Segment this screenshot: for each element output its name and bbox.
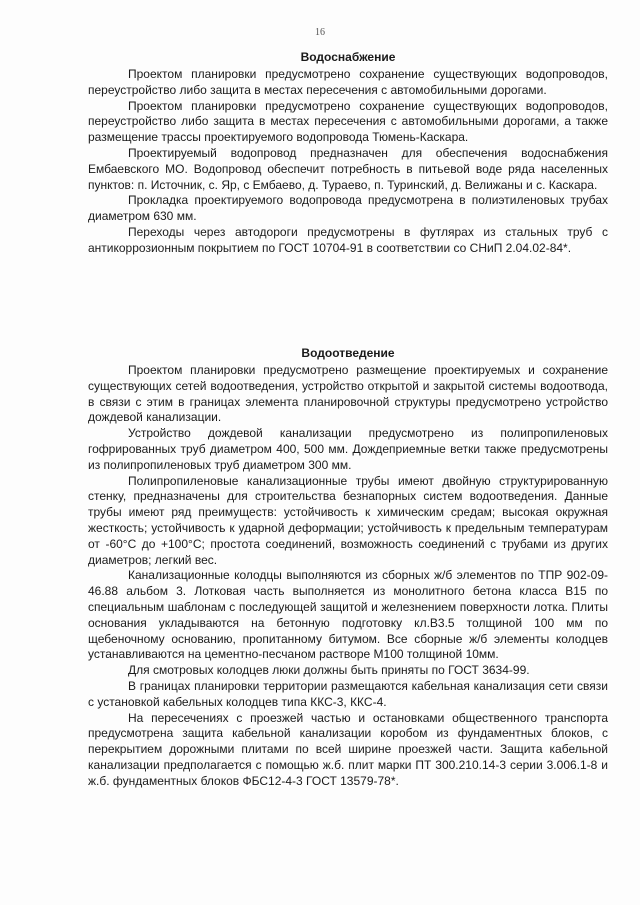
paragraph: Канализационные колодцы выполняются из сборных ж/б элементов по ТПР 902-09-46.88 альбом 3. Лотковая часть выполняется из монолитного бетона класса В15 по специальным шаблонам с последующей защитой и железнением поверхности лотка. Плиты основания укладываются на бетонную подготовку кл.В3.5 толщиной 100 мм по щебеночному основанию, пропитанному битумом. Все сборные ж/б элементы колодцев устанавливаются на цементно-песчаном растворе М100 толщиной 10мм. bbox=[88, 568, 608, 662]
paragraph: Устройство дождевой канализации предусмотрено из полипропиленовых гофрированных труб диаметром 400, 500 мм. Дождеприемные ветки также предусмотрены из полипропиленовых труб диаметром 300 мм. bbox=[88, 426, 608, 472]
paragraph: На пересечениях с проезжей частью и остановками общественного транспорта предусмотрена защита кабельной канализации коробом из фундаментных блоков, с перекрытием дорожными плитами по всей ширине проезжей части. Защита кабельной канализации предполагается с помощью ж.б. плит марки ПТ 300.210.14-3 серии 3.006.1-8 и ж.б. фундаментных блоков ФБС12-4-3 ГОСТ 13579-78*. bbox=[88, 710, 608, 788]
paragraph: Прокладка проектируемого водопровода предусмотрена в полиэтиленовых трубах диаметром 630 мм. bbox=[88, 193, 608, 224]
water-supply-section bbox=[88, 49, 608, 257]
paragraph: Проектом планировки предусмотрено размещение проектируемых и сохранение существующих сетей водоотведения, устройство открытой и закрытой системы водоотвода, в связи с этим в границах элемента планировочной структуры предусмотрено устройство дождевой канализации. bbox=[88, 363, 608, 425]
paragraph: Проектируемый водопровод предназначен для обеспечения водоснабжения Ембаевского МО. Водопровод обеспечит потребность в питьевой воде ряда населенных пунктов: п. Источник, с. Яр, с Ембаево, д. Тураево, п. Туринский, д. Велижаны и с. Каскара. bbox=[88, 145, 608, 192]
paragraph: Для смотровых колодцев люки должны быть приняты по ГОСТ 3634-99. bbox=[128, 663, 530, 678]
paragraph: Проектом планировки предусмотрено сохранение существующих водопроводов, переустройство либо защита в местах пересечения с автомобильными дорогами, а также размещение трассы проектируемого водопровода Тюмень-Каскара. bbox=[88, 98, 608, 145]
paragraph: Полипропиленовые канализационные трубы имеют двойную структурированную стенку, предназначены для строительства безнапорных систем водоотведения. Данные трубы имеют ряд преимуществ: устойчивость к химическим средам; высокая окружная жесткость; устойчивость к ударной деформации; устойчивость к предельным температурам от -60°С до +100°С; простота соединений, возможность соединений с трубами из других диаметров; легкий вес. bbox=[88, 473, 608, 567]
sewerage-section bbox=[88, 345, 608, 790]
sewerage-heading: Водоотведение bbox=[301, 346, 395, 360]
paragraph: Проектом планировки предусмотрено сохранение существующих водопроводов, переустройство либо защита в местах пересечения с автомобильными дорогами. bbox=[88, 67, 608, 97]
water-supply-heading: Водоснабжение bbox=[300, 50, 396, 64]
page-number: 16 bbox=[315, 27, 325, 38]
paragraph: Переходы через автодороги предусмотрены в футлярах из стальных труб с антикоррозионным покрытием по ГОСТ 10704-91 в соответствии со СНиП 2.04.02-84*. bbox=[88, 224, 608, 255]
paragraph: В границах планировки территории размещаются кабельная канализация сети связи с установкой кабельных колодцев типа ККС-3, ККС-4. bbox=[88, 678, 608, 709]
